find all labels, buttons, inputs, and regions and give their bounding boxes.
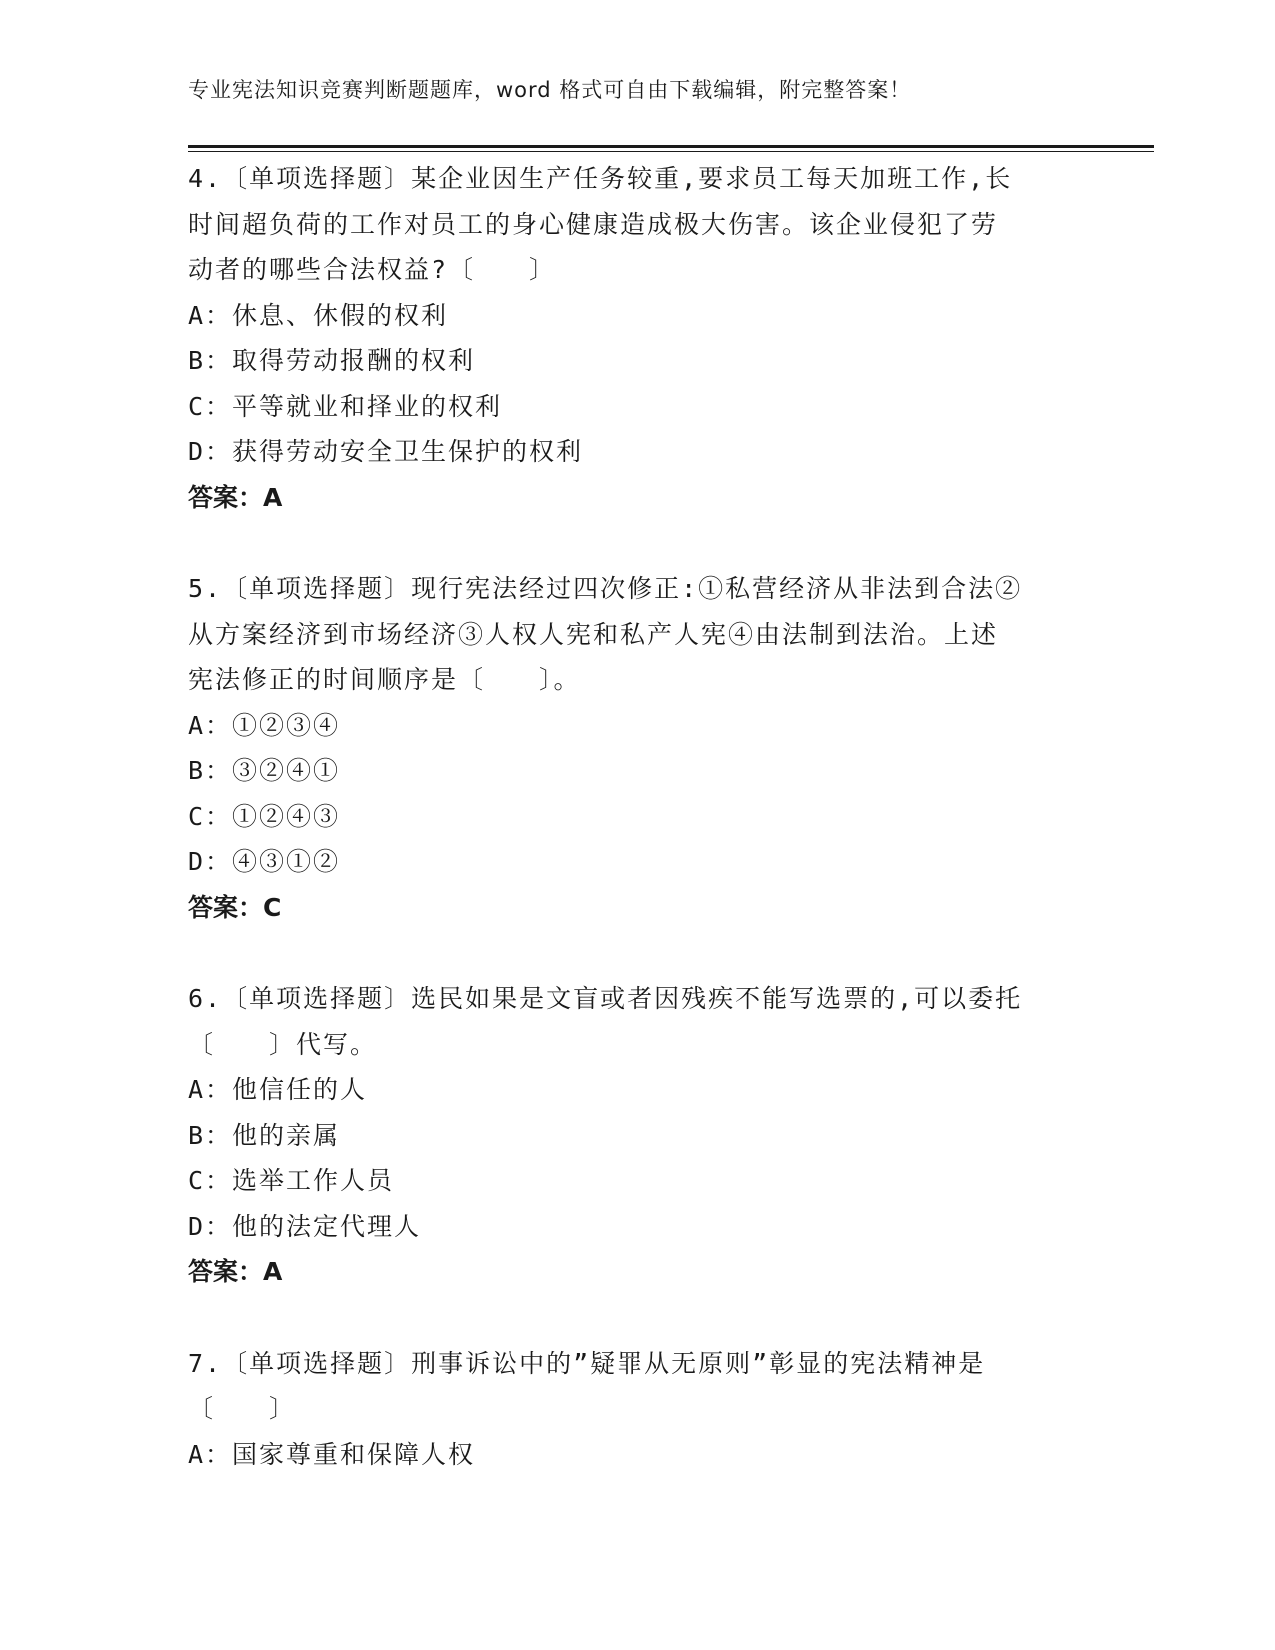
option-a: A：休息、休假的权利 xyxy=(188,300,449,330)
option-c: C：选举工作人员 xyxy=(188,1166,395,1195)
answer-label: 答案：A xyxy=(188,1257,283,1286)
option-c: C：平等就业和择业的权利 xyxy=(188,391,503,421)
question-text-line: 时间超负荷的工作对员工的身心健康造成极大伤害。该企业侵犯了劳 xyxy=(188,209,999,239)
question-text-line: 宪法修正的时间顺序是〔 〕。 xyxy=(188,665,581,694)
page-header: 专业宪法知识竞赛判断题题库，word 格式可自由下载编辑，附完整答案！ xyxy=(188,78,912,102)
option-c: C：①②④③ xyxy=(188,801,341,831)
header-divider-thick xyxy=(188,145,1154,148)
question-4 xyxy=(188,156,1088,520)
option-d: D：获得劳动安全卫生保护的权利 xyxy=(188,437,584,466)
question-text-line: 〔 〕 xyxy=(188,1394,297,1423)
option-b: B：③②④① xyxy=(188,756,341,785)
option-b: B：他的亲属 xyxy=(188,1120,341,1150)
option-d: D：④③①② xyxy=(188,847,341,876)
option-b: B：取得劳动报酬的权利 xyxy=(188,346,476,375)
header-divider-thin xyxy=(188,151,1154,152)
option-d: D：他的法定代理人 xyxy=(188,1211,422,1241)
question-7 xyxy=(188,1341,1088,1478)
question-text-line: 动者的哪些合法权益?〔 〕 xyxy=(188,255,557,284)
question-text-line: 5.〔单项选择题〕现行宪法经过四次修正:①私营经济从非法到合法② xyxy=(188,574,1023,603)
answer-label: 答案：C xyxy=(188,892,282,922)
option-a: A：①②③④ xyxy=(188,710,341,740)
question-5 xyxy=(188,566,1088,930)
question-text-line: 从方案经济到市场经济③人权人宪和私产人宪④由法制到法治。上述 xyxy=(188,619,999,649)
question-6 xyxy=(188,976,1088,1295)
option-a: A：他信任的人 xyxy=(188,1075,368,1104)
question-text-line: 〔 〕代写。 xyxy=(188,1029,378,1059)
answer-label: 答案：A xyxy=(188,482,283,512)
question-list xyxy=(188,156,1088,1523)
question-text-line: 7.〔单项选择题〕刑事诉讼中的”疑罪从无原则”彰显的宪法精神是 xyxy=(188,1348,986,1378)
option-a: A：国家尊重和保障人权 xyxy=(188,1439,476,1469)
question-text-line: 6.〔单项选择题〕选民如果是文盲或者因残疾不能写选票的,可以委托 xyxy=(188,984,1023,1013)
question-text-line: 4.〔单项选择题〕某企业因生产任务较重,要求员工每天加班工作,长 xyxy=(188,164,1013,193)
